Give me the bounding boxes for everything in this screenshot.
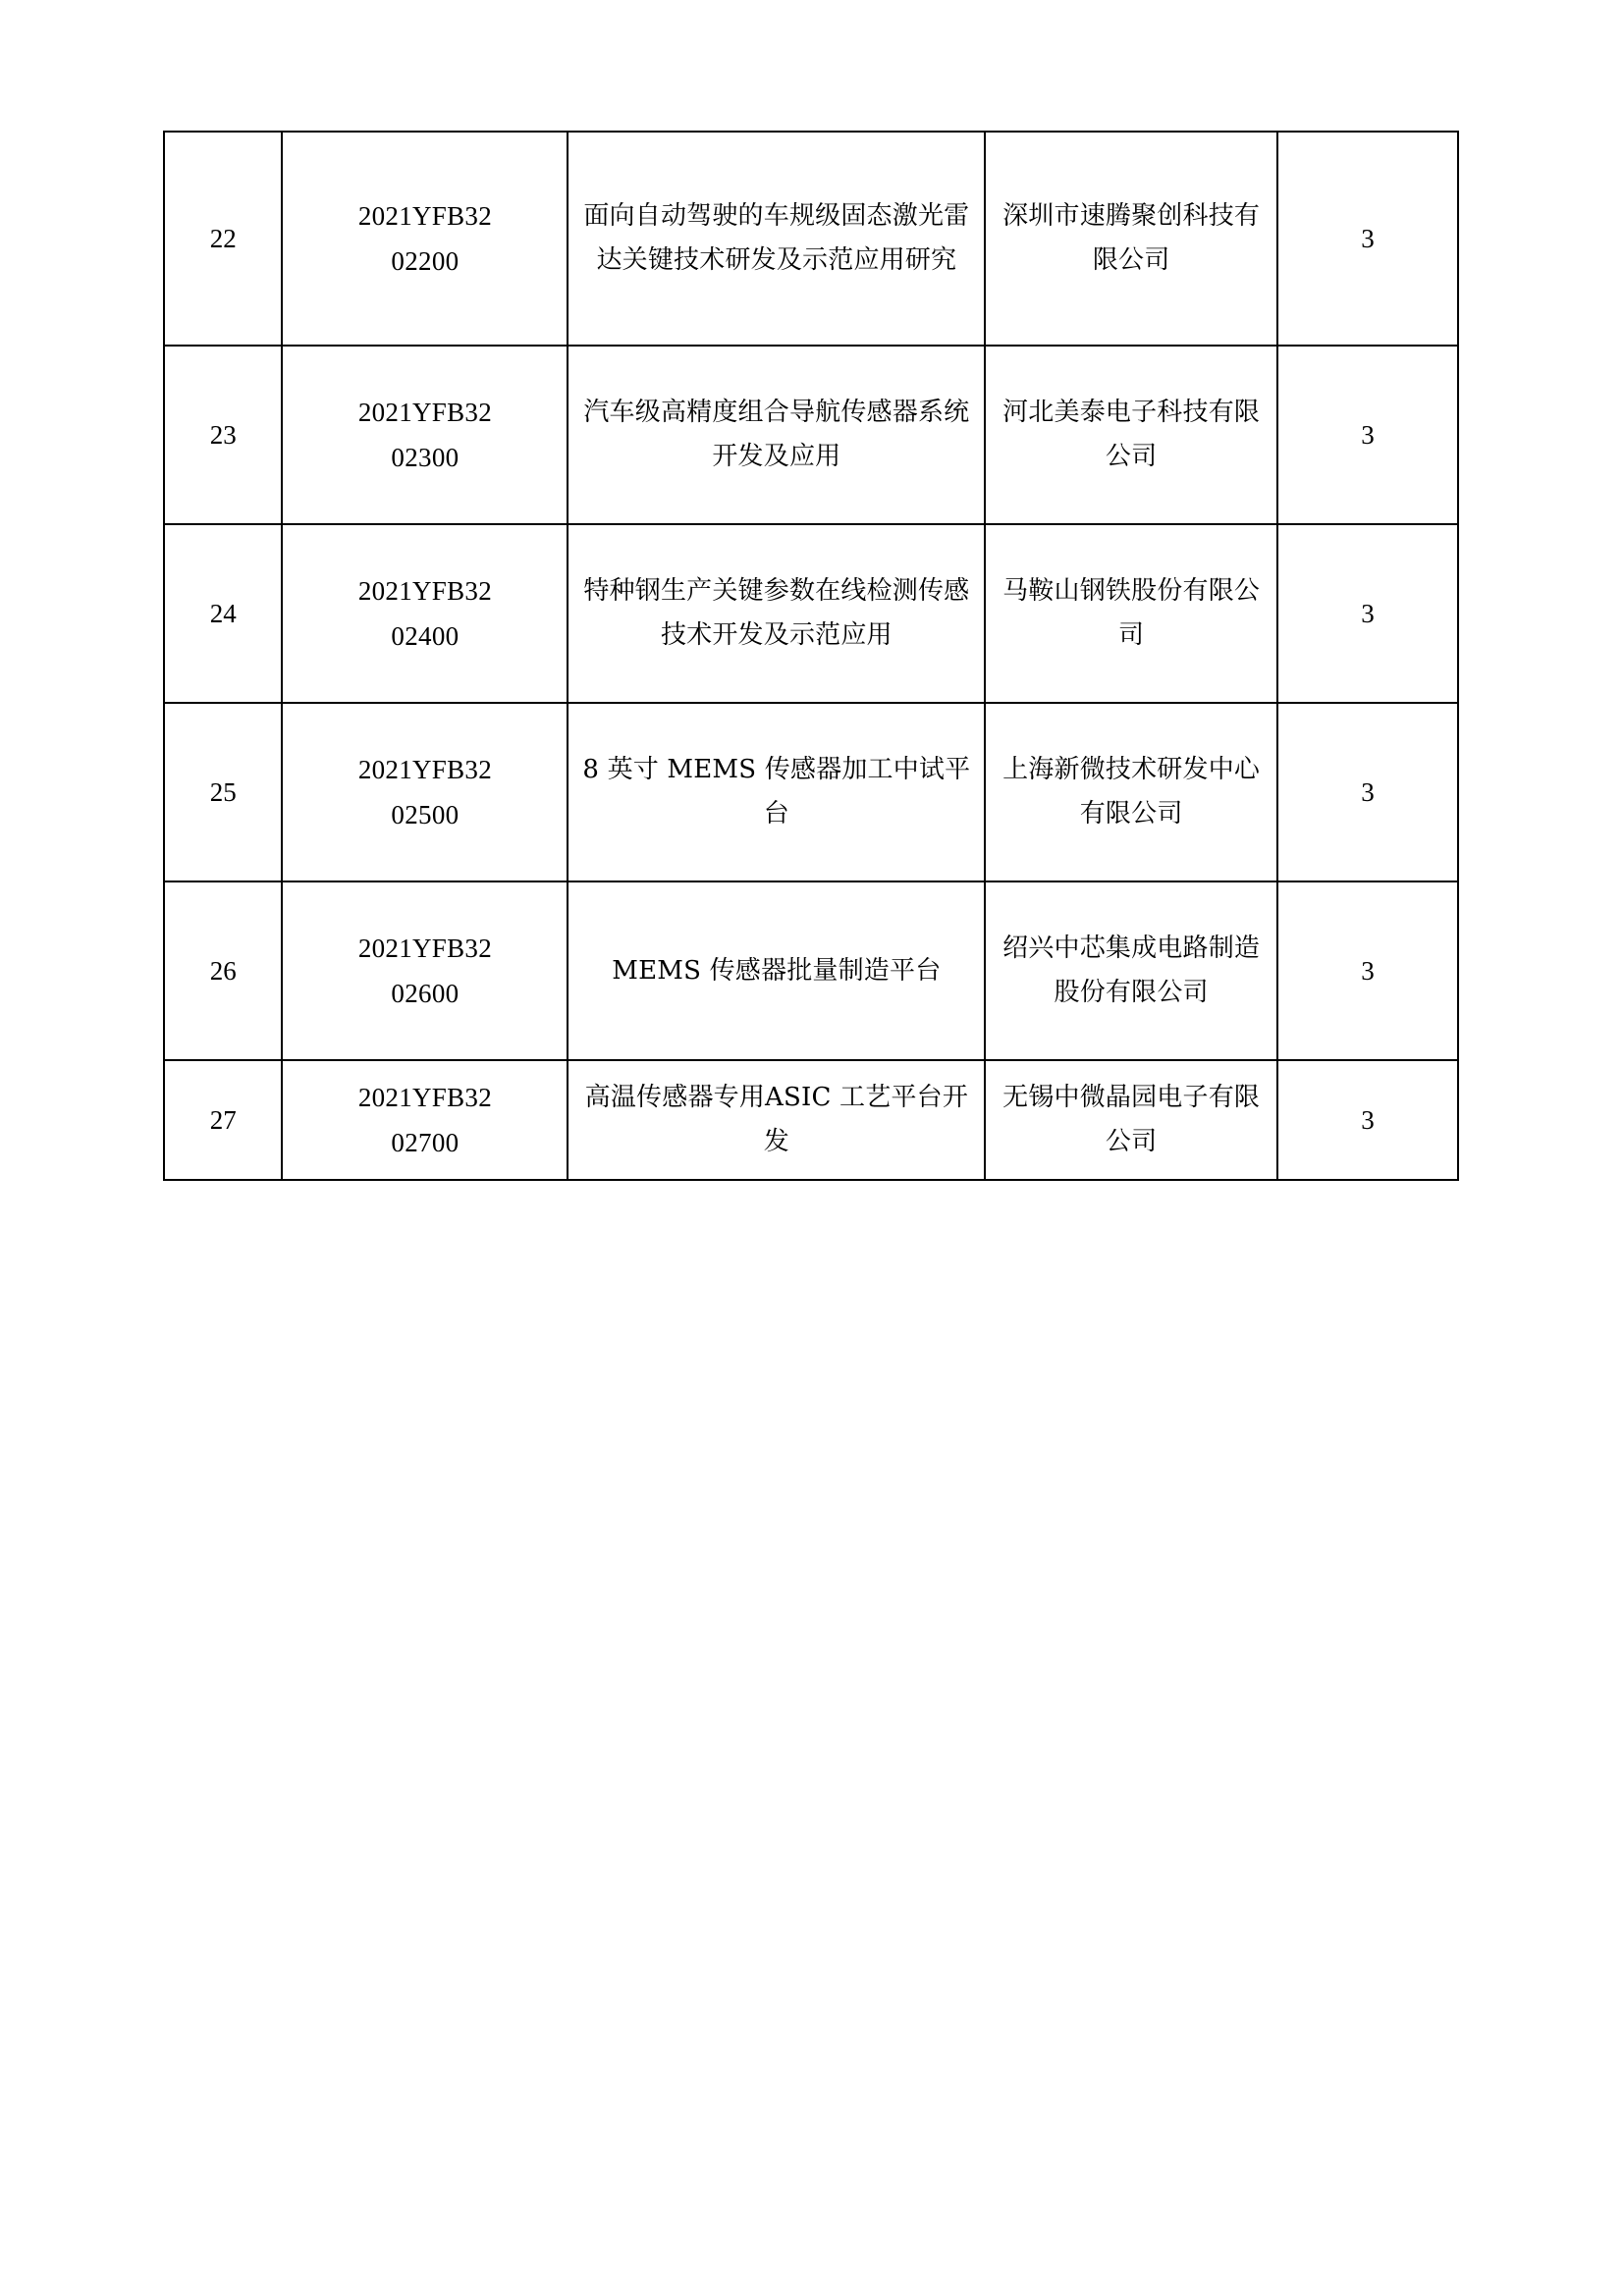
project-code-line1: 2021YFB32: [357, 200, 493, 231]
row-index: 26: [164, 881, 282, 1060]
row-quantity: 3: [1277, 132, 1458, 346]
project-code-line2: 02700: [391, 1128, 460, 1157]
row-quantity: 3: [1277, 703, 1458, 881]
row-organization: 绍兴中芯集成电路制造股份有限公司: [985, 881, 1277, 1060]
row-project-name: 面向自动驾驶的车规级固态激光雷达关键技术研发及示范应用研究: [568, 132, 985, 346]
row-index: 24: [164, 524, 282, 703]
project-code-line1: 2021YFB32: [357, 575, 493, 606]
table-row: [164, 346, 1458, 524]
project-code-line1: 2021YFB32: [357, 933, 493, 963]
project-table: [163, 131, 1459, 1181]
table-row: [164, 703, 1458, 881]
table-container: [163, 131, 1459, 1181]
row-project-code: [282, 346, 568, 524]
row-organization: 马鞍山钢铁股份有限公司: [985, 524, 1277, 703]
row-project-name: 8 英寸 MEMS 传感器加工中试平台: [568, 703, 985, 881]
row-quantity: 3: [1277, 346, 1458, 524]
row-project-name: 汽车级高精度组合导航传感器系统开发及应用: [568, 346, 985, 524]
project-code-line1: 2021YFB32: [357, 754, 493, 784]
table-row: [164, 881, 1458, 1060]
row-project-code: [282, 881, 568, 1060]
row-organization: 无锡中微晶园电子有限公司: [985, 1060, 1277, 1180]
project-code-line1: 2021YFB32: [357, 1082, 493, 1112]
project-code-line1: 2021YFB32: [357, 397, 493, 427]
project-code-line2: 02200: [391, 246, 460, 276]
row-organization: 河北美泰电子科技有限公司: [985, 346, 1277, 524]
table-row: [164, 1060, 1458, 1180]
row-index: 23: [164, 346, 282, 524]
row-index: 22: [164, 132, 282, 346]
row-project-code: [282, 132, 568, 346]
row-organization: 深圳市速腾聚创科技有限公司: [985, 132, 1277, 346]
row-project-code: [282, 524, 568, 703]
row-project-name: 特种钢生产关键参数在线检测传感技术开发及示范应用: [568, 524, 985, 703]
project-code-line2: 02600: [391, 979, 460, 1008]
row-project-code: [282, 1060, 568, 1180]
row-quantity: 3: [1277, 1060, 1458, 1180]
project-code-line2: 02500: [391, 800, 460, 829]
row-quantity: 3: [1277, 524, 1458, 703]
row-project-name: 高温传感器专用ASIC 工艺平台开发: [568, 1060, 985, 1180]
row-index: 27: [164, 1060, 282, 1180]
row-project-code: [282, 703, 568, 881]
table-row: [164, 524, 1458, 703]
row-organization: 上海新微技术研发中心有限公司: [985, 703, 1277, 881]
project-code-line2: 02300: [391, 443, 460, 472]
table-row: [164, 132, 1458, 346]
row-quantity: 3: [1277, 881, 1458, 1060]
project-code-line2: 02400: [391, 621, 460, 651]
row-project-name: MEMS 传感器批量制造平台: [568, 881, 985, 1060]
row-index: 25: [164, 703, 282, 881]
